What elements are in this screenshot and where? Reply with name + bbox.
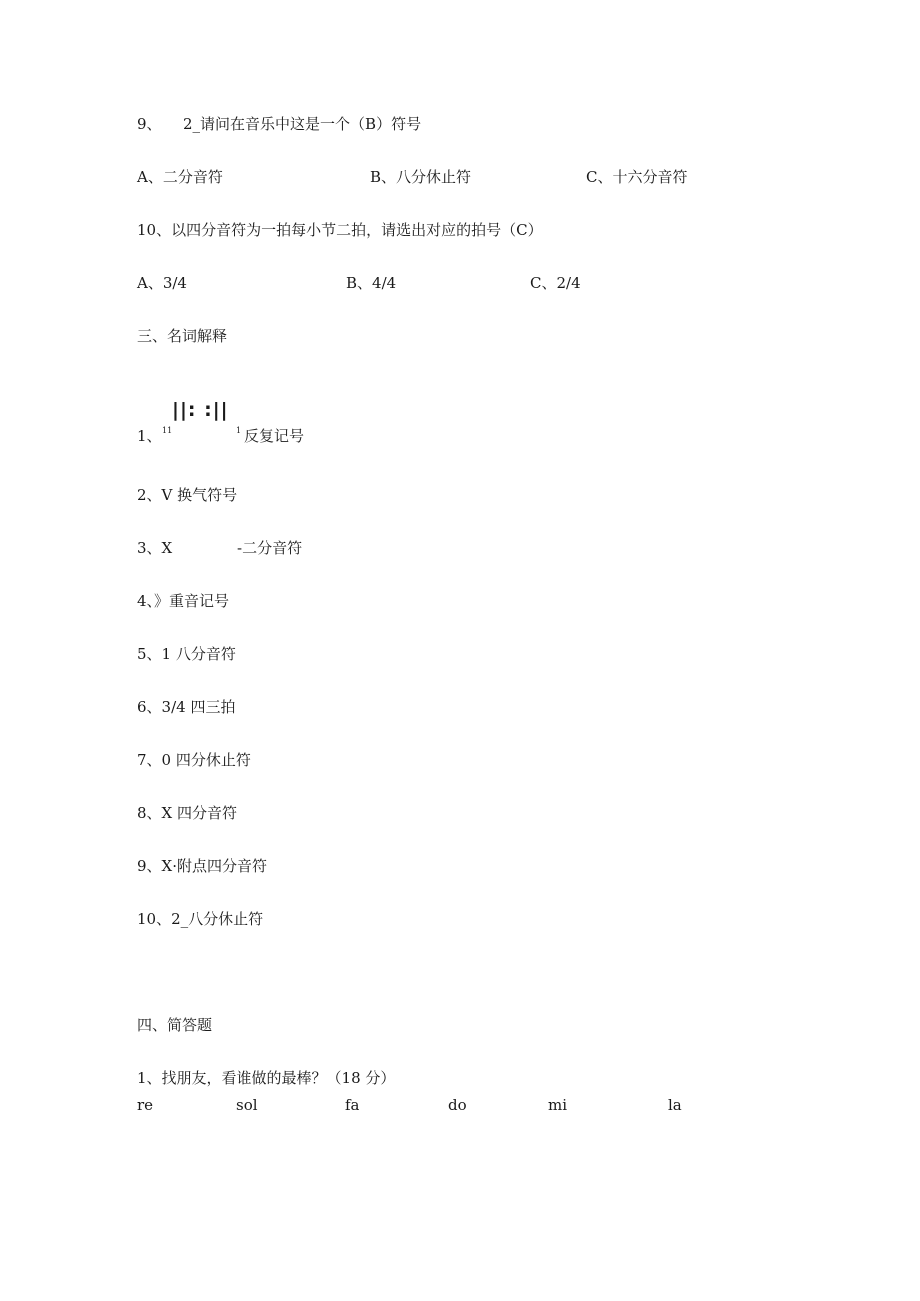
q10-option-a: A、3/4 [137, 274, 187, 292]
term-1-prefix: 1、 [137, 427, 162, 445]
term-3: 3、X [137, 539, 173, 557]
section4-title: 四、简答题 [137, 1016, 213, 1034]
term-6: 6、3/4 四三拍 [137, 698, 236, 716]
section4-q1: 1、找朋友，看谁做的最棒？（18 分） [137, 1069, 396, 1087]
section3-title: 三、名词解释 [137, 327, 228, 345]
term-1-text: 反复记号 [244, 427, 305, 445]
term-5: 5、1 八分音符 [137, 645, 236, 663]
note-do: do [448, 1096, 467, 1114]
term-9: 9、X·附点四分音符 [137, 857, 267, 875]
note-re: re [137, 1096, 154, 1114]
term-10: 10、2_八分休止符 [137, 910, 264, 928]
q10-text: 10、以四分音符为一拍每小节二拍，请选出对应的拍号（C） [137, 221, 543, 239]
term-4: 4、》重音记号 [137, 592, 230, 610]
q9-text: 2_请问在音乐中这是一个（B）符号 [183, 115, 422, 133]
q10-option-b: B、4/4 [346, 274, 397, 292]
q10-option-c: C、2/4 [530, 274, 581, 292]
q9-option-b: B、八分休止符 [370, 168, 472, 186]
note-mi: mi [548, 1096, 568, 1114]
q9-option-c: C、十六分音符 [586, 168, 688, 186]
repeat-symbol: ||: :|| [172, 399, 229, 421]
q9-option-a: A、二分音符 [137, 168, 223, 186]
term-7: 7、0 四分休止符 [137, 751, 251, 769]
note-fa: fa [345, 1096, 360, 1114]
term-3-suffix: -二分音符 [237, 539, 303, 557]
term-1-mark-a: 11 [162, 426, 173, 435]
term-1-mark-b: 1 [236, 426, 242, 435]
note-sol: sol [236, 1096, 258, 1114]
term-8: 8、X 四分音符 [137, 804, 237, 822]
note-la: la [668, 1096, 682, 1114]
term-2: 2、V 换气符号 [137, 486, 238, 504]
q9-number: 9、 [137, 115, 162, 133]
